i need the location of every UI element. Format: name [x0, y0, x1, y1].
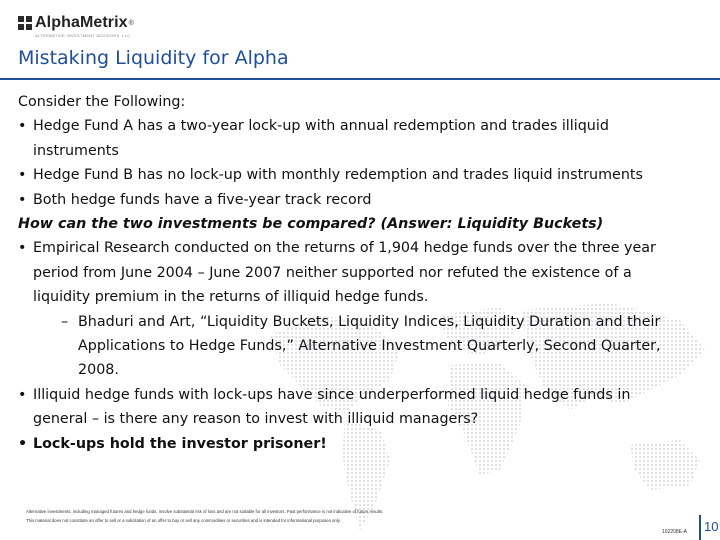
sub-bullet-citation: – Bhaduri and Art, “Liquidity Buckets, Liquidity Indices, Liquidity Duration and their	[18, 310, 698, 334]
title-divider	[0, 78, 720, 80]
sub-bullet-citation-cont: Applications to Hedge Funds,” Alternative Investment Quarterly, Second Quarter,	[78, 338, 661, 355]
footer-disclaimer	[26, 507, 383, 525]
intro-text: Consider the Following:	[18, 94, 186, 110]
bullet-dot: •	[18, 240, 27, 257]
bullet-track-record: • Both hedge funds have a five-year track record	[18, 188, 698, 212]
sub-bullet-citation-cont: 2008.	[78, 362, 119, 379]
bullet-empirical-research-cont: liquidity premium in the returns of illiquid hedge funds.	[33, 289, 429, 306]
bullet-lockups: • Lock-ups hold the investor prisoner!	[18, 432, 698, 456]
header-corner	[696, 0, 720, 78]
bullet-dot: •	[18, 118, 27, 135]
bullet-empirical-research-cont: period from June 2004 – June 2007 neither supported nor refuted the existence of a	[33, 264, 632, 281]
bullet-empirical-research: • Empirical Research conducted on the returns of 1,904 hedge funds over the three year	[18, 236, 698, 260]
slide-title: Mistaking Liquidity for Alpha	[18, 47, 289, 69]
bullet-hedge-fund-a: • Hedge Fund A has a two-year lock-up with annual redemption and trades illiquid	[18, 114, 698, 138]
slide-body	[18, 90, 698, 456]
bullet-hedge-fund-b: • Hedge Fund B has no lock-up with monthly redemption and trades liquid instruments	[18, 163, 698, 187]
page-number-bar	[699, 515, 701, 540]
document-code: 102208E-A	[662, 529, 688, 535]
company-logo	[18, 14, 134, 42]
logo-tagline: ALTERNATIVE INVESTMENT ADVISORS, LLC	[35, 33, 131, 38]
bullet-hedge-fund-a-cont: instruments	[33, 142, 119, 159]
disclaimer-line: Alternative investments, including managed futures and hedge funds, involve substantial risk of loss and are not suitable for all investors. Past performance is not indicative of future results.	[26, 509, 384, 514]
disclaimer-line: This material does not constitute an offer to sell or a solicitation of an offer to buy or sell any commodities or securities and is intended for informational purposes only.	[26, 518, 341, 523]
logo-registered-mark: ®	[128, 19, 134, 27]
dash-marker: –	[61, 313, 69, 330]
bullet-dot: •	[18, 191, 27, 208]
logo-mark-icon	[18, 16, 32, 30]
bullet-underperformed: • Illiquid hedge funds with lock-ups have since underperformed liquid hedge funds in	[18, 383, 698, 407]
question-text: How can the two investments be compared? (Answer: Liquidity Buckets)	[18, 216, 604, 233]
bullet-dot: •	[18, 167, 27, 184]
page-number: 10	[704, 519, 719, 534]
bullet-dot: •	[18, 435, 28, 452]
logo-text: AlphaMetrix	[35, 14, 128, 31]
bullet-dot: •	[18, 386, 27, 403]
bullet-underperformed-cont: general – is there any reason to invest with illiquid managers?	[33, 411, 479, 428]
